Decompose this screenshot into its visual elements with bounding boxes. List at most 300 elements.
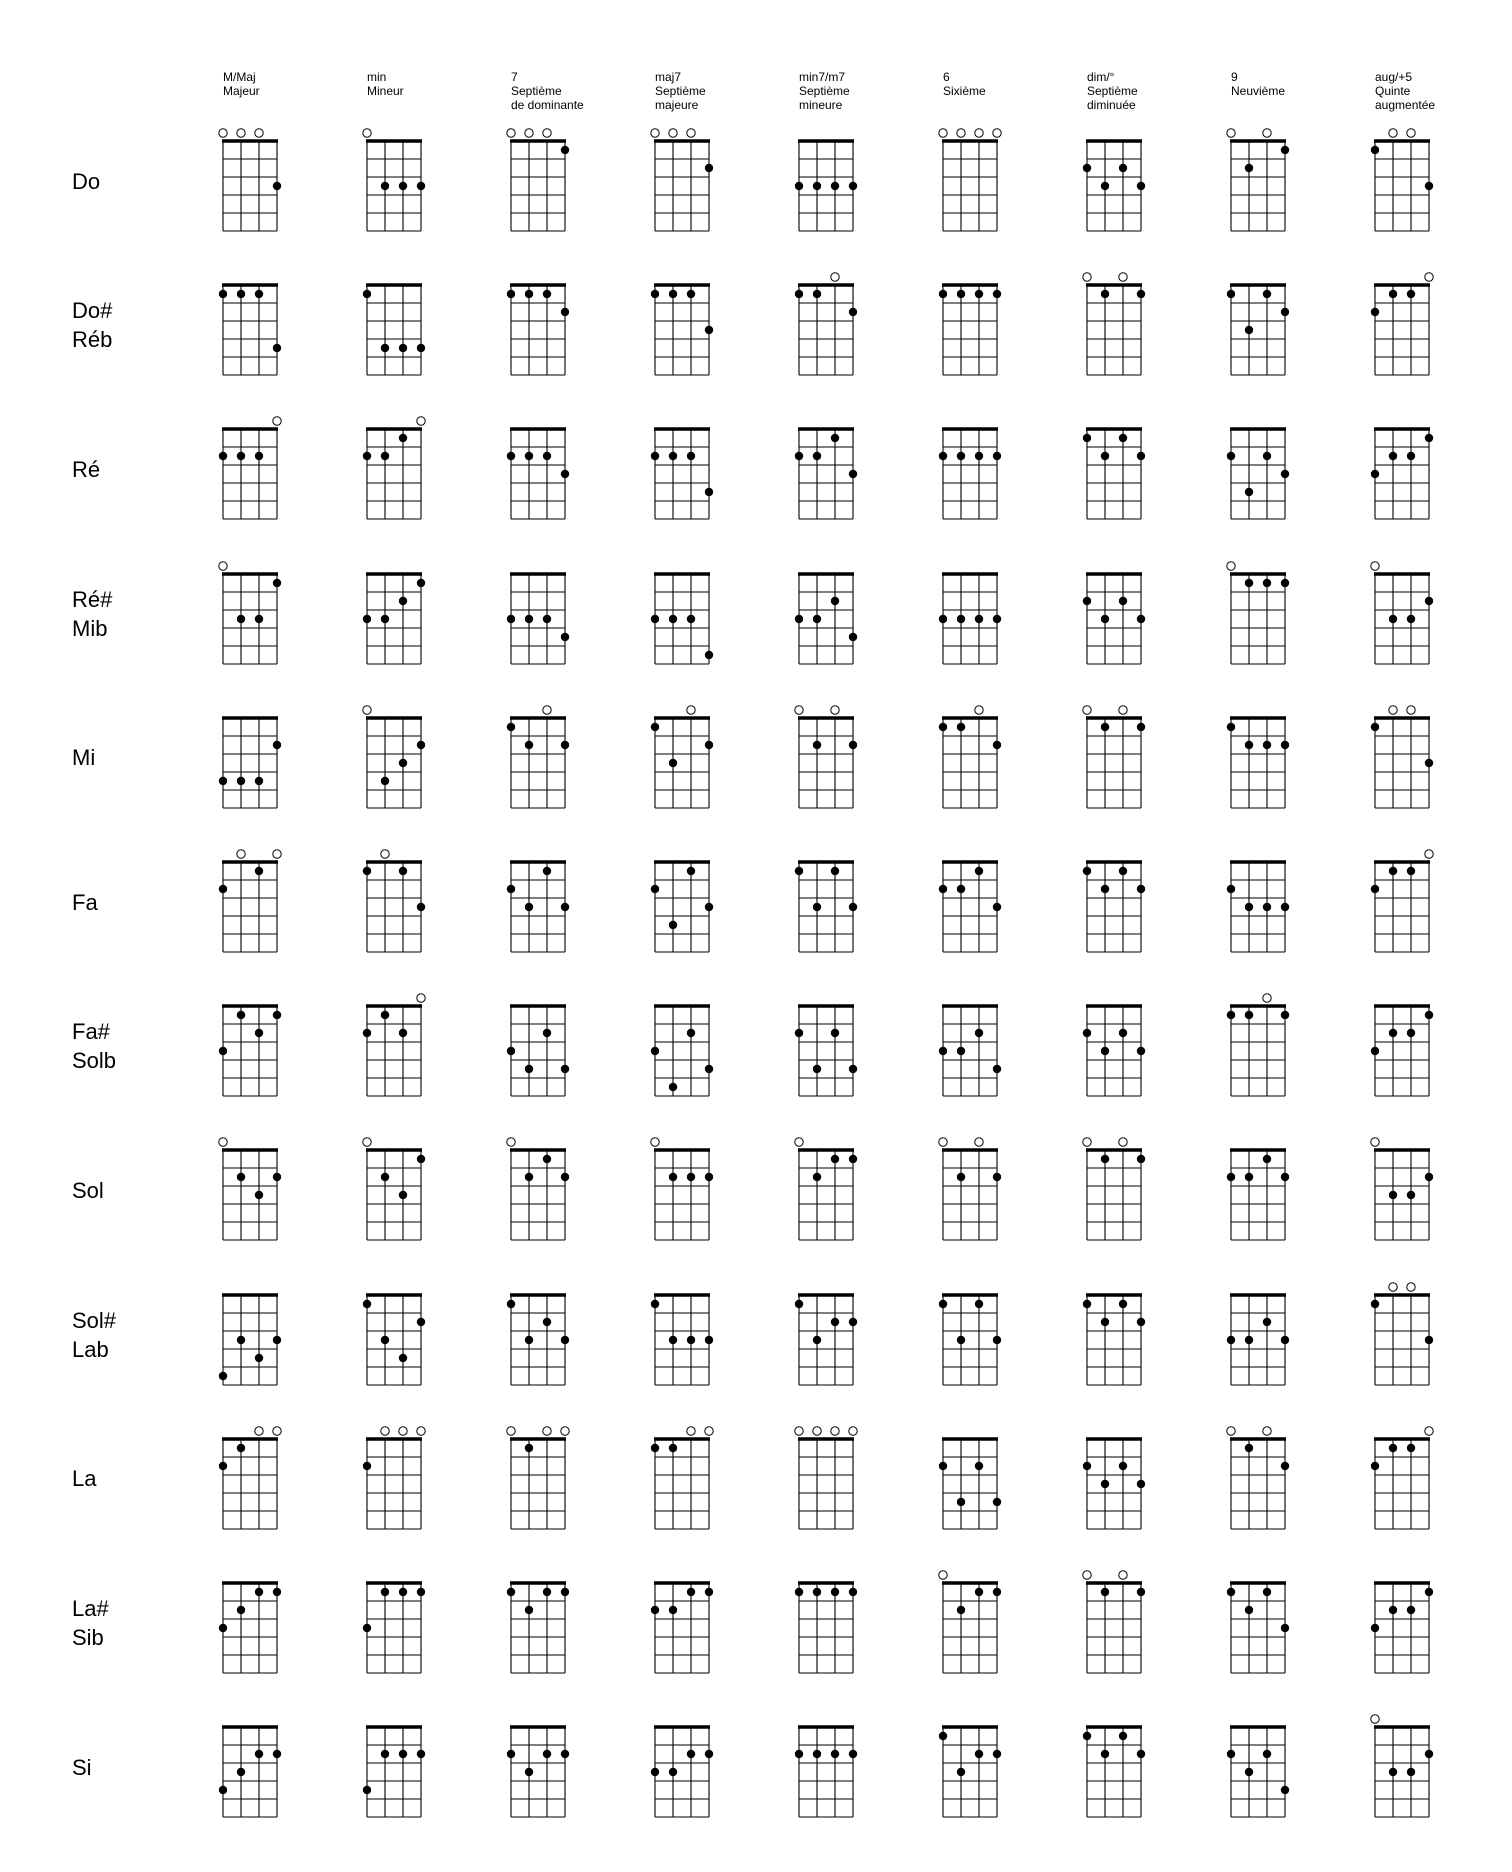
chord-diagram (501, 1281, 575, 1395)
finger-dot (1407, 867, 1415, 875)
finger-dot (525, 614, 533, 622)
finger-dot (1407, 1606, 1415, 1614)
finger-dot (831, 1029, 839, 1037)
finger-dot (813, 1750, 821, 1758)
chord-diagram (357, 415, 431, 529)
open-string-marker (1083, 1138, 1091, 1146)
chord-diagram (1221, 415, 1295, 529)
finger-dot (813, 614, 821, 622)
open-string-marker (687, 706, 695, 714)
finger-dot (795, 1299, 803, 1307)
finger-dot (1227, 885, 1235, 893)
open-string-marker (1371, 1715, 1379, 1723)
finger-dot (561, 470, 569, 478)
finger-dot (1083, 434, 1091, 442)
finger-dot (831, 1588, 839, 1596)
finger-dot (705, 741, 713, 749)
root-note-label (72, 455, 100, 484)
chord-diagram (1365, 1713, 1439, 1827)
chord-diagram (1077, 704, 1151, 818)
finger-dot (957, 723, 965, 731)
finger-dot (1407, 1768, 1415, 1776)
finger-dot (543, 614, 551, 622)
finger-dot (1245, 578, 1253, 586)
chord-type-name: Septième (511, 84, 562, 98)
chord-diagram (213, 992, 287, 1106)
finger-dot (1389, 1444, 1397, 1452)
finger-dot (795, 182, 803, 190)
finger-dot (705, 488, 713, 496)
chord-type-name: Mineur (367, 84, 404, 98)
finger-dot (507, 1588, 515, 1596)
finger-dot (849, 1588, 857, 1596)
finger-dot (1281, 1011, 1289, 1019)
chord-diagram (501, 1136, 575, 1250)
open-string-marker (849, 1427, 857, 1435)
open-string-marker (939, 129, 947, 137)
finger-dot (1083, 164, 1091, 172)
chord-diagram (501, 1569, 575, 1683)
open-string-marker (219, 561, 227, 569)
finger-dot (669, 1444, 677, 1452)
finger-dot (1371, 1299, 1379, 1307)
root-note-label (72, 1017, 116, 1075)
chord-diagram (1221, 1281, 1295, 1395)
chord-diagram (933, 1136, 1007, 1250)
finger-dot (1101, 1317, 1109, 1325)
chord-diagram (933, 1425, 1007, 1539)
chord-diagram (213, 848, 287, 962)
open-string-marker (399, 1427, 407, 1435)
finger-dot (939, 1462, 947, 1470)
finger-dot (255, 452, 263, 460)
chord-diagram (933, 1713, 1007, 1827)
open-string-marker (417, 417, 425, 425)
finger-dot (255, 777, 263, 785)
chord-type-name: augmentée (1375, 98, 1436, 112)
finger-dot (237, 1606, 245, 1614)
finger-dot (219, 1786, 227, 1794)
finger-dot (237, 777, 245, 785)
finger-dot (1425, 1335, 1433, 1343)
chord-diagram (1221, 1713, 1295, 1827)
open-string-marker (543, 706, 551, 714)
chord-diagram (645, 992, 719, 1106)
finger-dot (687, 614, 695, 622)
open-string-marker (957, 129, 965, 137)
chord-diagram (1365, 1281, 1439, 1395)
finger-dot (705, 164, 713, 172)
chord-diagram (789, 704, 863, 818)
finger-dot (795, 290, 803, 298)
root-note-label (72, 585, 112, 643)
finger-dot (1137, 723, 1145, 731)
chord-type-symbol: M/Maj (223, 70, 256, 84)
finger-dot (255, 290, 263, 298)
chord-type-name: mineure (799, 98, 843, 112)
finger-dot (273, 741, 281, 749)
chord-diagram (789, 1136, 863, 1250)
finger-dot (1227, 290, 1235, 298)
chord-type-symbol: 6 (943, 70, 950, 84)
finger-dot (1083, 1732, 1091, 1740)
chord-diagram (1077, 127, 1151, 241)
finger-dot (1263, 741, 1271, 749)
finger-dot (1101, 182, 1109, 190)
open-string-marker (1263, 994, 1271, 1002)
finger-dot (507, 1750, 515, 1758)
open-string-marker (1263, 129, 1271, 137)
finger-dot (381, 614, 389, 622)
finger-dot (417, 741, 425, 749)
finger-dot (1281, 146, 1289, 154)
open-string-marker (651, 129, 659, 137)
finger-dot (237, 1444, 245, 1452)
finger-dot (993, 452, 1001, 460)
finger-dot (1119, 1732, 1127, 1740)
finger-dot (831, 434, 839, 442)
chord-diagram (933, 1569, 1007, 1683)
finger-dot (687, 1750, 695, 1758)
finger-dot (255, 1750, 263, 1758)
finger-dot (651, 1047, 659, 1055)
finger-dot (813, 1173, 821, 1181)
finger-dot (1281, 308, 1289, 316)
open-string-marker (1425, 1427, 1433, 1435)
finger-dot (1425, 1011, 1433, 1019)
chord-diagram (789, 1713, 863, 1827)
finger-dot (813, 290, 821, 298)
finger-dot (1371, 1462, 1379, 1470)
finger-dot (543, 1750, 551, 1758)
chord-diagram (1365, 992, 1439, 1106)
finger-dot (939, 1047, 947, 1055)
finger-dot (993, 1588, 1001, 1596)
root-note-label (72, 167, 100, 196)
finger-dot (1389, 614, 1397, 622)
chord-diagram (357, 127, 431, 241)
finger-dot (669, 290, 677, 298)
open-string-marker (507, 1427, 515, 1435)
finger-dot (381, 452, 389, 460)
chord-type-name: majeure (655, 98, 699, 112)
finger-dot (975, 290, 983, 298)
finger-dot (705, 1173, 713, 1181)
chord-diagram (1077, 415, 1151, 529)
finger-dot (669, 1335, 677, 1343)
chord-diagram (1365, 560, 1439, 674)
chord-type-name: Quinte (1375, 84, 1411, 98)
finger-dot (1425, 596, 1433, 604)
column-header (1375, 70, 1435, 112)
finger-dot (1101, 452, 1109, 460)
chord-diagram (789, 1281, 863, 1395)
chord-diagram (789, 848, 863, 962)
finger-dot (687, 1335, 695, 1343)
chord-diagram (501, 1713, 575, 1827)
finger-dot (1245, 1011, 1253, 1019)
open-string-marker (1227, 1427, 1235, 1435)
finger-dot (651, 723, 659, 731)
finger-dot (237, 290, 245, 298)
chord-diagram (933, 704, 1007, 818)
finger-dot (957, 1335, 965, 1343)
open-string-marker (273, 850, 281, 858)
finger-dot (849, 308, 857, 316)
open-string-marker (975, 129, 983, 137)
finger-dot (939, 452, 947, 460)
open-string-marker (1119, 706, 1127, 714)
finger-dot (1407, 290, 1415, 298)
open-string-marker (1389, 706, 1397, 714)
finger-dot (813, 1588, 821, 1596)
open-string-marker (273, 1427, 281, 1435)
finger-dot (705, 903, 713, 911)
column-header (1231, 70, 1285, 98)
finger-dot (687, 1029, 695, 1037)
finger-dot (507, 885, 515, 893)
finger-dot (417, 1588, 425, 1596)
chord-diagram (1365, 1136, 1439, 1250)
finger-dot (795, 1588, 803, 1596)
finger-dot (255, 614, 263, 622)
finger-dot (813, 741, 821, 749)
chord-diagram (933, 415, 1007, 529)
finger-dot (993, 741, 1001, 749)
finger-dot (525, 1606, 533, 1614)
column-header (655, 70, 706, 112)
chord-diagram (933, 848, 1007, 962)
finger-dot (219, 777, 227, 785)
finger-dot (849, 741, 857, 749)
finger-dot (399, 182, 407, 190)
finger-dot (957, 1498, 965, 1506)
finger-dot (1119, 434, 1127, 442)
finger-dot (1137, 290, 1145, 298)
open-string-marker (1389, 1282, 1397, 1290)
finger-dot (1227, 1011, 1235, 1019)
chord-diagram (933, 1281, 1007, 1395)
finger-dot (669, 1606, 677, 1614)
finger-dot (399, 759, 407, 767)
note-name: Mi (72, 745, 96, 771)
chord-diagram (1365, 415, 1439, 529)
finger-dot (957, 1173, 965, 1181)
finger-dot (561, 1065, 569, 1073)
open-string-marker (543, 1427, 551, 1435)
finger-dot (1389, 452, 1397, 460)
finger-dot (1119, 1029, 1127, 1037)
finger-dot (831, 1155, 839, 1163)
open-string-marker (255, 1427, 263, 1435)
finger-dot (849, 470, 857, 478)
chord-type-symbol: min7/m7 (799, 70, 846, 84)
finger-dot (813, 903, 821, 911)
finger-dot (1245, 326, 1253, 334)
chord-diagram (645, 1281, 719, 1395)
open-string-marker (795, 1427, 803, 1435)
chord-diagram (1077, 992, 1151, 1106)
finger-dot (795, 1750, 803, 1758)
finger-dot (957, 1047, 965, 1055)
finger-dot (1245, 741, 1253, 749)
note-name: Sol# (72, 1307, 117, 1333)
finger-dot (813, 182, 821, 190)
finger-dot (507, 1299, 515, 1307)
finger-dot (1137, 885, 1145, 893)
finger-dot (381, 1011, 389, 1019)
finger-dot (417, 344, 425, 352)
finger-dot (1281, 741, 1289, 749)
open-string-marker (1227, 129, 1235, 137)
open-string-marker (831, 706, 839, 714)
finger-dot (831, 1317, 839, 1325)
chord-type-symbol: dim/° (1087, 70, 1115, 84)
chord-diagram (213, 1281, 287, 1395)
finger-dot (1371, 1624, 1379, 1632)
finger-dot (1407, 1444, 1415, 1452)
finger-dot (1101, 614, 1109, 622)
note-name: Ré (72, 456, 101, 482)
chord-diagram (501, 271, 575, 385)
open-string-marker (1083, 1571, 1091, 1579)
open-string-marker (813, 1427, 821, 1435)
finger-dot (1263, 1317, 1271, 1325)
finger-dot (687, 290, 695, 298)
finger-dot (543, 452, 551, 460)
finger-dot (507, 614, 515, 622)
finger-dot (255, 1191, 263, 1199)
open-string-marker (1263, 1427, 1271, 1435)
finger-dot (219, 290, 227, 298)
finger-dot (1425, 1750, 1433, 1758)
finger-dot (1101, 885, 1109, 893)
finger-dot (669, 614, 677, 622)
finger-dot (975, 1588, 983, 1596)
finger-dot (1371, 308, 1379, 316)
chord-diagram (357, 848, 431, 962)
finger-dot (795, 1029, 803, 1037)
note-name: Si (72, 1754, 92, 1780)
chord-diagram (1221, 127, 1295, 241)
note-name: Do# (72, 298, 113, 324)
finger-dot (543, 290, 551, 298)
finger-dot (1137, 614, 1145, 622)
finger-dot (273, 1750, 281, 1758)
chord-diagram (501, 704, 575, 818)
finger-dot (417, 578, 425, 586)
finger-dot (1263, 290, 1271, 298)
finger-dot (651, 452, 659, 460)
chord-diagram (357, 704, 431, 818)
finger-dot (219, 452, 227, 460)
finger-dot (525, 1768, 533, 1776)
chord-diagram (645, 848, 719, 962)
finger-dot (237, 1173, 245, 1181)
chord-diagram (1077, 1136, 1151, 1250)
finger-dot (1101, 1047, 1109, 1055)
finger-dot (1263, 452, 1271, 460)
finger-dot (561, 1588, 569, 1596)
chord-type-name: de dominante (511, 98, 584, 112)
finger-dot (363, 614, 371, 622)
finger-dot (381, 1750, 389, 1758)
chord-diagram (1077, 1713, 1151, 1827)
finger-dot (273, 1011, 281, 1019)
open-string-marker (1083, 273, 1091, 281)
finger-dot (1263, 1750, 1271, 1758)
finger-dot (237, 452, 245, 460)
chord-diagram (357, 992, 431, 1106)
open-string-marker (507, 129, 515, 137)
finger-dot (543, 1029, 551, 1037)
finger-dot (993, 614, 1001, 622)
open-string-marker (687, 129, 695, 137)
root-note-label (72, 1753, 92, 1782)
finger-dot (975, 1029, 983, 1037)
finger-dot (993, 290, 1001, 298)
finger-dot (705, 1335, 713, 1343)
finger-dot (1263, 1155, 1271, 1163)
finger-dot (1245, 1173, 1253, 1181)
finger-dot (399, 867, 407, 875)
chord-diagram (1365, 704, 1439, 818)
finger-dot (957, 885, 965, 893)
finger-dot (273, 182, 281, 190)
finger-dot (1371, 1047, 1379, 1055)
column-header (799, 70, 850, 112)
finger-dot (975, 867, 983, 875)
finger-dot (1119, 1299, 1127, 1307)
finger-dot (1389, 867, 1397, 875)
root-note-label (72, 1464, 96, 1493)
finger-dot (939, 723, 947, 731)
chord-diagram (1365, 1569, 1439, 1683)
finger-dot (1227, 1335, 1235, 1343)
finger-dot (1245, 164, 1253, 172)
chord-type-name: Septième (655, 84, 706, 98)
finger-dot (1245, 903, 1253, 911)
finger-dot (957, 290, 965, 298)
finger-dot (381, 1335, 389, 1343)
finger-dot (1425, 434, 1433, 442)
note-name: La# (72, 1596, 109, 1621)
root-note-label (72, 888, 98, 917)
open-string-marker (1407, 129, 1415, 137)
open-string-marker (651, 1138, 659, 1146)
chord-type-symbol: min (367, 70, 387, 84)
column-header (1087, 70, 1138, 112)
chord-diagram (213, 1425, 287, 1539)
finger-dot (237, 1768, 245, 1776)
chord-diagram (1365, 848, 1439, 962)
finger-dot (813, 1335, 821, 1343)
finger-dot (939, 290, 947, 298)
chord-diagram (1077, 271, 1151, 385)
finger-dot (1263, 578, 1271, 586)
chord-diagram (1221, 848, 1295, 962)
finger-dot (687, 1173, 695, 1181)
finger-dot (669, 921, 677, 929)
finger-dot (1407, 1029, 1415, 1037)
finger-dot (1281, 470, 1289, 478)
finger-dot (1227, 1173, 1235, 1181)
finger-dot (993, 1498, 1001, 1506)
finger-dot (813, 1065, 821, 1073)
finger-dot (255, 867, 263, 875)
finger-dot (939, 614, 947, 622)
chord-diagram (645, 1713, 719, 1827)
